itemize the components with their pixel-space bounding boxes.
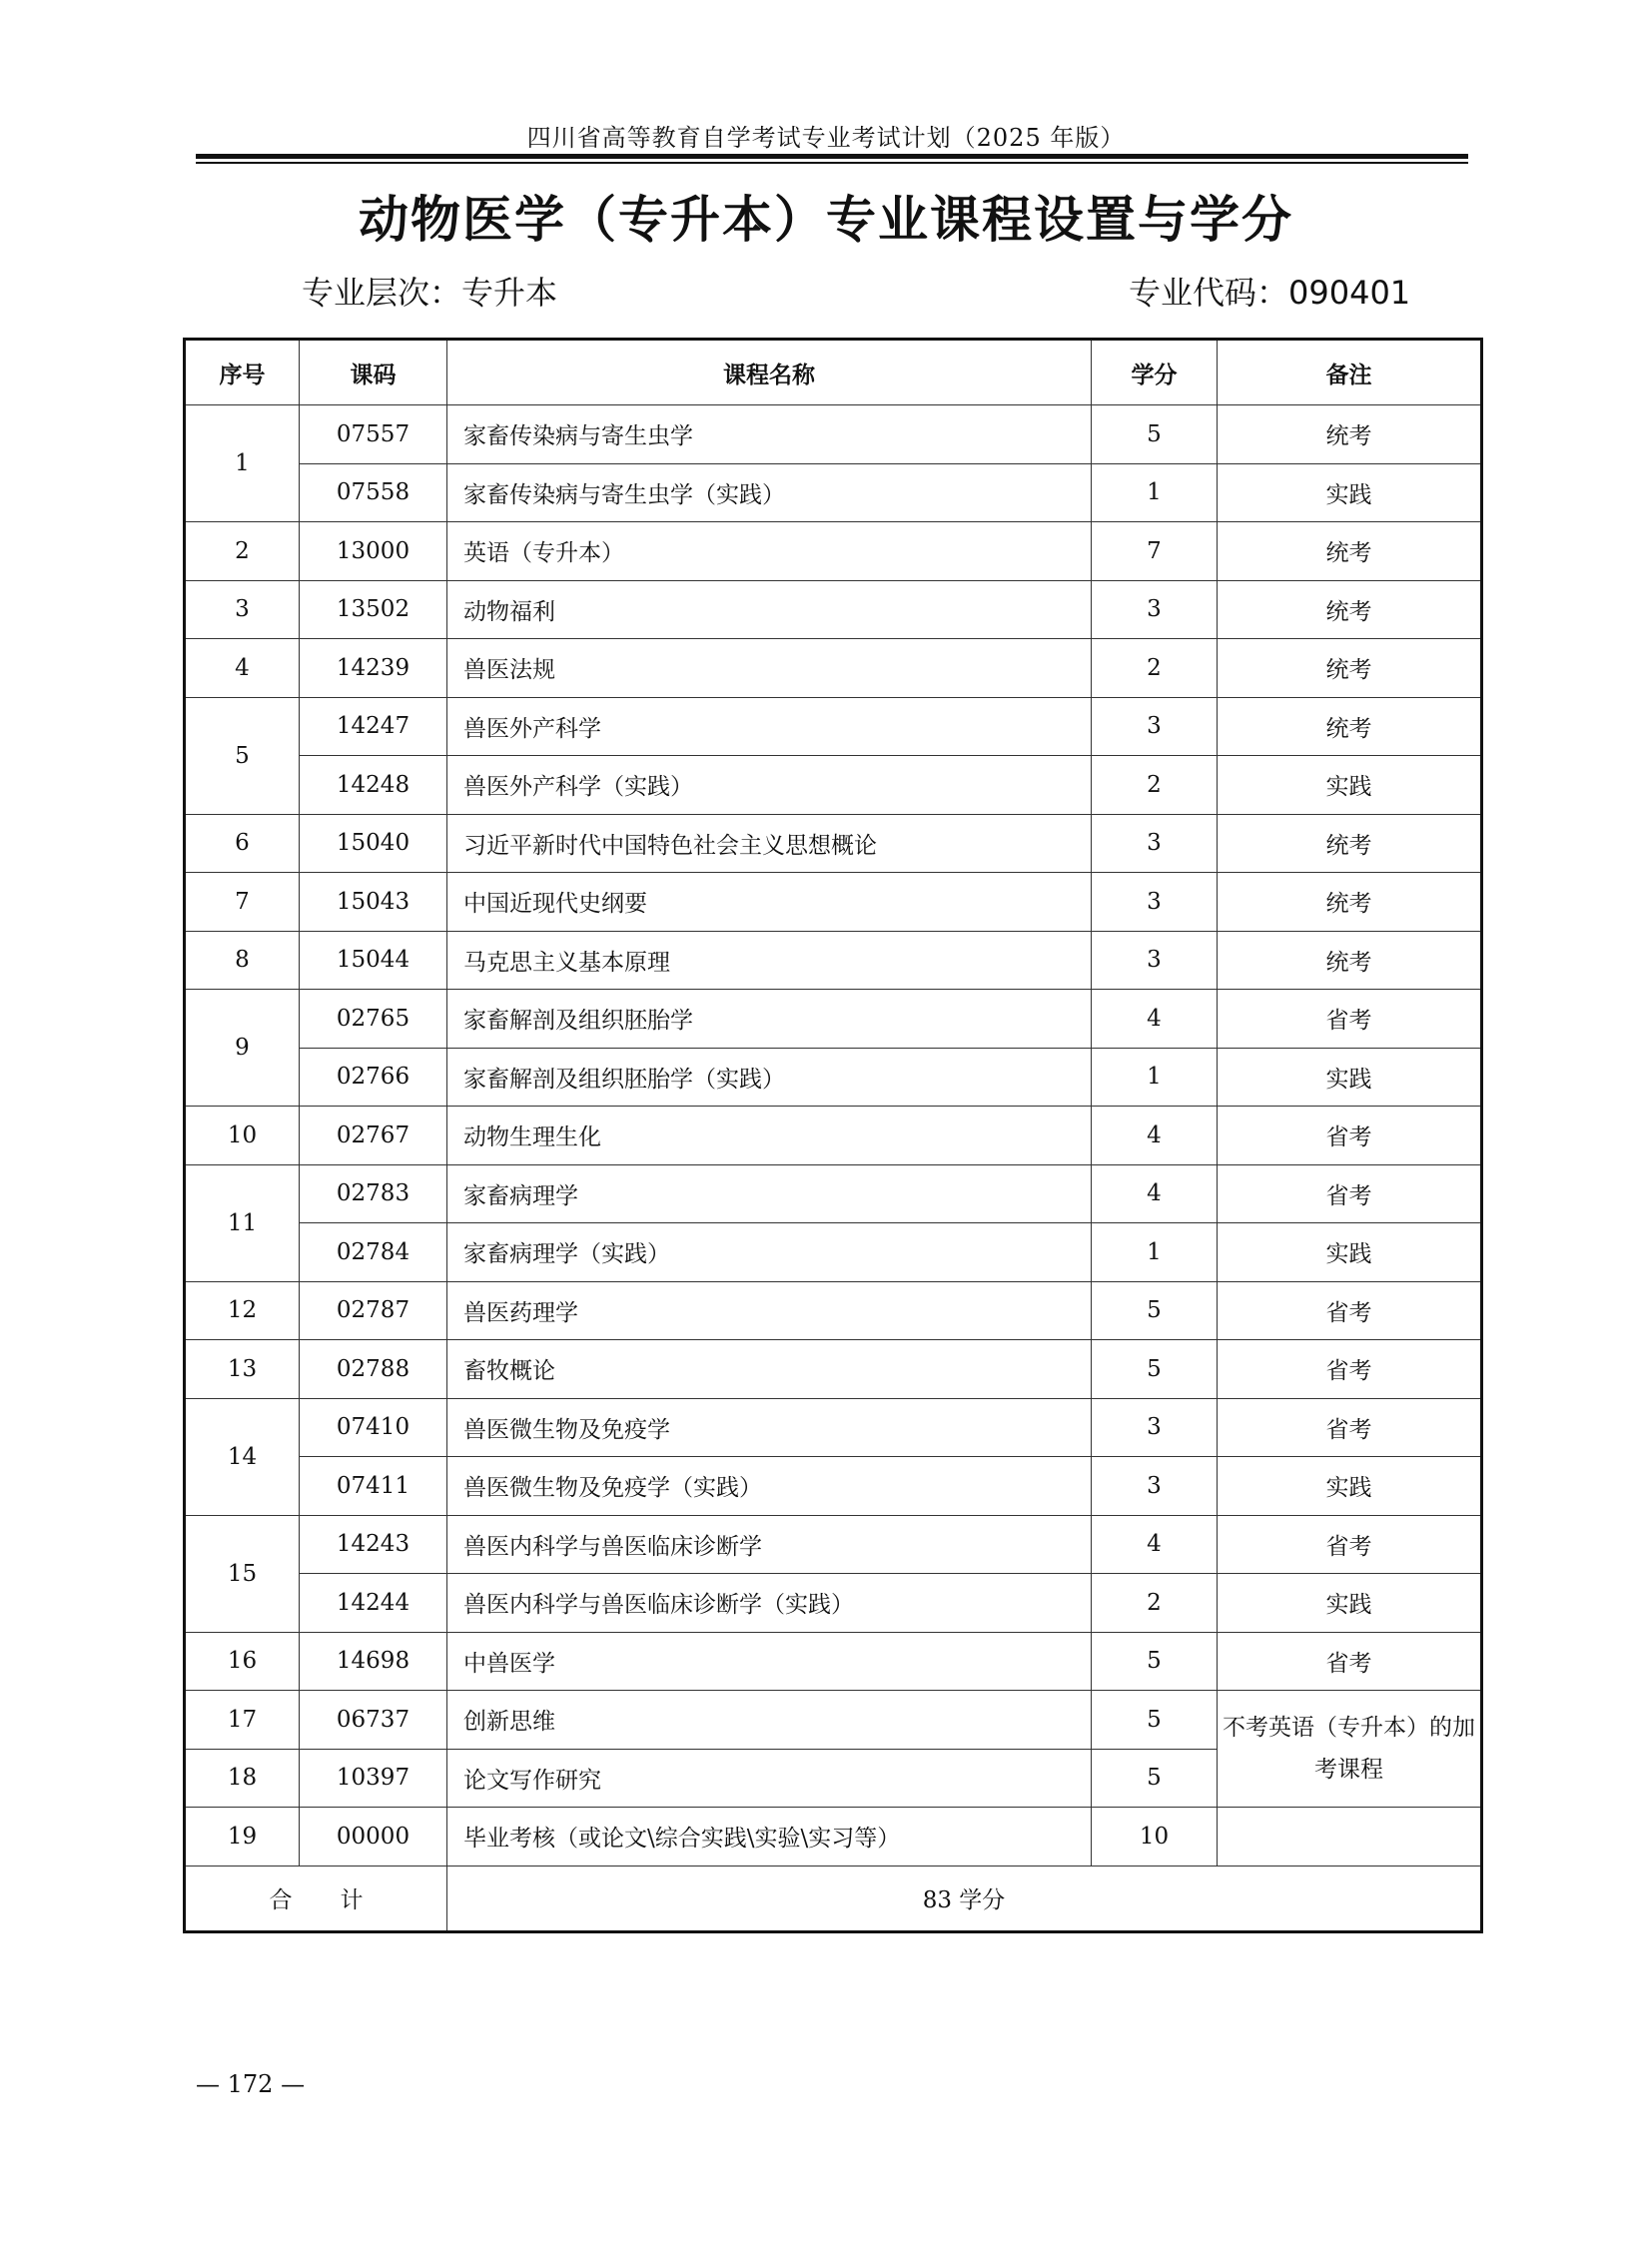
table-row	[185, 814, 1482, 873]
table-row	[185, 522, 1482, 581]
name-cell: 习近平新时代中国特色社会主义思想概论	[447, 814, 1092, 873]
code-cell: 14243	[300, 1515, 447, 1574]
table-row	[185, 873, 1482, 932]
name-cell: 马克思主义基本原理	[447, 931, 1092, 990]
code-cell: 02784	[300, 1223, 447, 1282]
code-cell: 07557	[300, 405, 447, 464]
name-cell: 创新思维	[447, 1691, 1092, 1750]
table-row	[185, 1048, 1482, 1107]
seq-cell: 18	[185, 1749, 300, 1808]
name-cell: 中兽医学	[447, 1632, 1092, 1691]
total-row	[185, 1866, 1482, 1931]
name-cell: 英语（专升本）	[447, 522, 1092, 581]
col-header-name: 课程名称	[447, 340, 1092, 405]
note-cell: 统考	[1218, 405, 1482, 464]
table-row	[185, 1457, 1482, 1516]
name-cell: 家畜传染病与寄生虫学（实践）	[447, 463, 1092, 522]
table-row	[185, 1632, 1482, 1691]
name-cell: 畜牧概论	[447, 1340, 1092, 1399]
note-cell: 实践	[1218, 756, 1482, 815]
credit-cell: 5	[1092, 1691, 1218, 1750]
table-row	[185, 1223, 1482, 1282]
seq-cell: 4	[185, 639, 300, 698]
name-cell: 中国近现代史纲要	[447, 873, 1092, 932]
credit-cell: 4	[1092, 1164, 1218, 1223]
code-cell: 02787	[300, 1281, 447, 1340]
note-cell: 统考	[1218, 522, 1482, 581]
seq-cell: 1	[185, 405, 300, 522]
name-cell: 家畜病理学	[447, 1164, 1092, 1223]
note-cell: 省考	[1218, 1398, 1482, 1457]
col-header-note: 备注	[1218, 340, 1482, 405]
name-cell: 兽医微生物及免疫学（实践）	[447, 1457, 1092, 1516]
table-row	[185, 1574, 1482, 1633]
credit-cell: 5	[1092, 405, 1218, 464]
total-label: 合计	[269, 1887, 412, 1913]
code-cell: 07410	[300, 1398, 447, 1457]
seq-cell: 8	[185, 931, 300, 990]
seq-cell: 5	[185, 697, 300, 814]
code-cell: 02766	[300, 1048, 447, 1107]
note-cell: 省考	[1218, 1281, 1482, 1340]
seq-cell: 3	[185, 580, 300, 639]
name-cell: 家畜解剖及组织胚胎学（实践）	[447, 1048, 1092, 1107]
code-cell: 07558	[300, 463, 447, 522]
page-number: — 172 —	[196, 2070, 306, 2098]
credit-cell: 3	[1092, 873, 1218, 932]
credit-cell: 2	[1092, 756, 1218, 815]
table-row	[185, 580, 1482, 639]
credit-cell: 3	[1092, 1398, 1218, 1457]
table-row	[185, 931, 1482, 990]
table-row	[185, 1107, 1482, 1165]
credit-cell: 4	[1092, 990, 1218, 1049]
code-cell: 02765	[300, 990, 447, 1049]
code-cell: 07411	[300, 1457, 447, 1516]
note-cell: 省考	[1218, 1164, 1482, 1223]
total-value-cell: 83 学分	[447, 1866, 1482, 1931]
table-row	[185, 405, 1482, 464]
seq-cell: 17	[185, 1691, 300, 1750]
name-cell: 动物福利	[447, 580, 1092, 639]
major-code: 专业代码：090401	[1129, 274, 1411, 312]
credit-cell: 3	[1092, 697, 1218, 756]
credit-cell: 2	[1092, 639, 1218, 698]
credit-cell: 5	[1092, 1281, 1218, 1340]
name-cell: 动物生理生化	[447, 1107, 1092, 1165]
credit-cell: 1	[1092, 1223, 1218, 1282]
name-cell: 兽医内科学与兽医临床诊断学	[447, 1515, 1092, 1574]
course-table	[183, 338, 1483, 1933]
code-cell: 15044	[300, 931, 447, 990]
credit-cell: 4	[1092, 1515, 1218, 1574]
name-cell: 家畜病理学（实践）	[447, 1223, 1092, 1282]
credit-cell: 5	[1092, 1749, 1218, 1808]
code-cell: 14244	[300, 1574, 447, 1633]
name-cell: 家畜传染病与寄生虫学	[447, 405, 1092, 464]
note-cell: 省考	[1218, 1515, 1482, 1574]
name-cell: 兽医微生物及免疫学	[447, 1398, 1092, 1457]
code-cell: 15040	[300, 814, 447, 873]
credit-cell: 5	[1092, 1340, 1218, 1399]
note-cell: 统考	[1218, 873, 1482, 932]
seq-cell: 13	[185, 1340, 300, 1399]
document-title: 动物医学（专升本）专业课程设置与学分	[359, 191, 1293, 249]
name-cell: 论文写作研究	[447, 1749, 1092, 1808]
table-row	[185, 756, 1482, 815]
table-row	[185, 990, 1482, 1049]
table-row	[185, 463, 1482, 522]
note-cell: 统考	[1218, 814, 1482, 873]
code-cell: 15043	[300, 873, 447, 932]
name-cell: 兽医药理学	[447, 1281, 1092, 1340]
name-cell: 兽医内科学与兽医临床诊断学（实践）	[447, 1574, 1092, 1633]
header-rule-thick	[196, 154, 1468, 159]
credit-cell: 4	[1092, 1107, 1218, 1165]
seq-cell: 11	[185, 1164, 300, 1281]
seq-cell: 15	[185, 1515, 300, 1632]
seq-cell: 16	[185, 1632, 300, 1691]
credit-cell: 5	[1092, 1632, 1218, 1691]
code-cell: 14698	[300, 1632, 447, 1691]
code-cell: 14247	[300, 697, 447, 756]
table-row	[185, 1281, 1482, 1340]
table-row	[185, 1808, 1482, 1867]
note-cell: 实践	[1218, 463, 1482, 522]
running-header: 四川省高等教育自学考试专业考试计划（2025 年版）	[526, 124, 1126, 152]
name-cell: 兽医外产科学（实践）	[447, 756, 1092, 815]
table-row	[185, 1515, 1482, 1574]
code-cell: 02783	[300, 1164, 447, 1223]
credit-cell: 3	[1092, 580, 1218, 639]
credit-cell: 7	[1092, 522, 1218, 581]
col-header-credit: 学分	[1092, 340, 1218, 405]
table-header-row	[185, 340, 1482, 405]
seq-cell: 10	[185, 1107, 300, 1165]
seq-cell: 19	[185, 1808, 300, 1867]
credit-cell: 1	[1092, 463, 1218, 522]
code-cell: 13502	[300, 580, 447, 639]
note-cell: 统考	[1218, 639, 1482, 698]
code-cell: 14248	[300, 756, 447, 815]
shared-note-cell: 不考英语（专升本）的加考课程	[1218, 1691, 1482, 1808]
note-cell	[1218, 1808, 1482, 1867]
total-label-cell	[185, 1866, 447, 1931]
note-cell: 省考	[1218, 1340, 1482, 1399]
note-cell: 省考	[1218, 1632, 1482, 1691]
seq-cell: 9	[185, 990, 300, 1107]
credit-cell: 10	[1092, 1808, 1218, 1867]
note-cell: 统考	[1218, 931, 1482, 990]
seq-cell: 7	[185, 873, 300, 932]
table-row	[185, 697, 1482, 756]
note-cell: 省考	[1218, 1107, 1482, 1165]
code-cell: 13000	[300, 522, 447, 581]
note-cell: 实践	[1218, 1574, 1482, 1633]
table-row	[185, 639, 1482, 698]
note-cell: 统考	[1218, 697, 1482, 756]
seq-cell: 2	[185, 522, 300, 581]
header-rule-thin	[196, 162, 1468, 164]
col-header-code: 课码	[300, 340, 447, 405]
table-row	[185, 1691, 1482, 1750]
note-cell: 实践	[1218, 1048, 1482, 1107]
code-cell: 14239	[300, 639, 447, 698]
name-cell: 兽医外产科学	[447, 697, 1092, 756]
seq-cell: 14	[185, 1398, 300, 1515]
note-cell: 实践	[1218, 1457, 1482, 1516]
name-cell: 家畜解剖及组织胚胎学	[447, 990, 1092, 1049]
credit-cell: 3	[1092, 1457, 1218, 1516]
code-cell: 02788	[300, 1340, 447, 1399]
credit-cell: 3	[1092, 931, 1218, 990]
name-cell: 毕业考核（或论文\综合实践\实验\实习等）	[447, 1808, 1092, 1867]
table-row	[185, 1164, 1482, 1223]
table-row	[185, 1398, 1482, 1457]
note-cell: 省考	[1218, 990, 1482, 1049]
credit-cell: 3	[1092, 814, 1218, 873]
major-level: 专业层次：专升本	[302, 274, 558, 312]
note-cell: 统考	[1218, 580, 1482, 639]
code-cell: 00000	[300, 1808, 447, 1867]
code-cell: 10397	[300, 1749, 447, 1808]
note-cell: 实践	[1218, 1223, 1482, 1282]
seq-cell: 6	[185, 814, 300, 873]
credit-cell: 2	[1092, 1574, 1218, 1633]
table-row	[185, 1340, 1482, 1399]
name-cell: 兽医法规	[447, 639, 1092, 698]
code-cell: 06737	[300, 1691, 447, 1750]
seq-cell: 12	[185, 1281, 300, 1340]
credit-cell: 1	[1092, 1048, 1218, 1107]
code-cell: 02767	[300, 1107, 447, 1165]
col-header-seq: 序号	[185, 340, 300, 405]
